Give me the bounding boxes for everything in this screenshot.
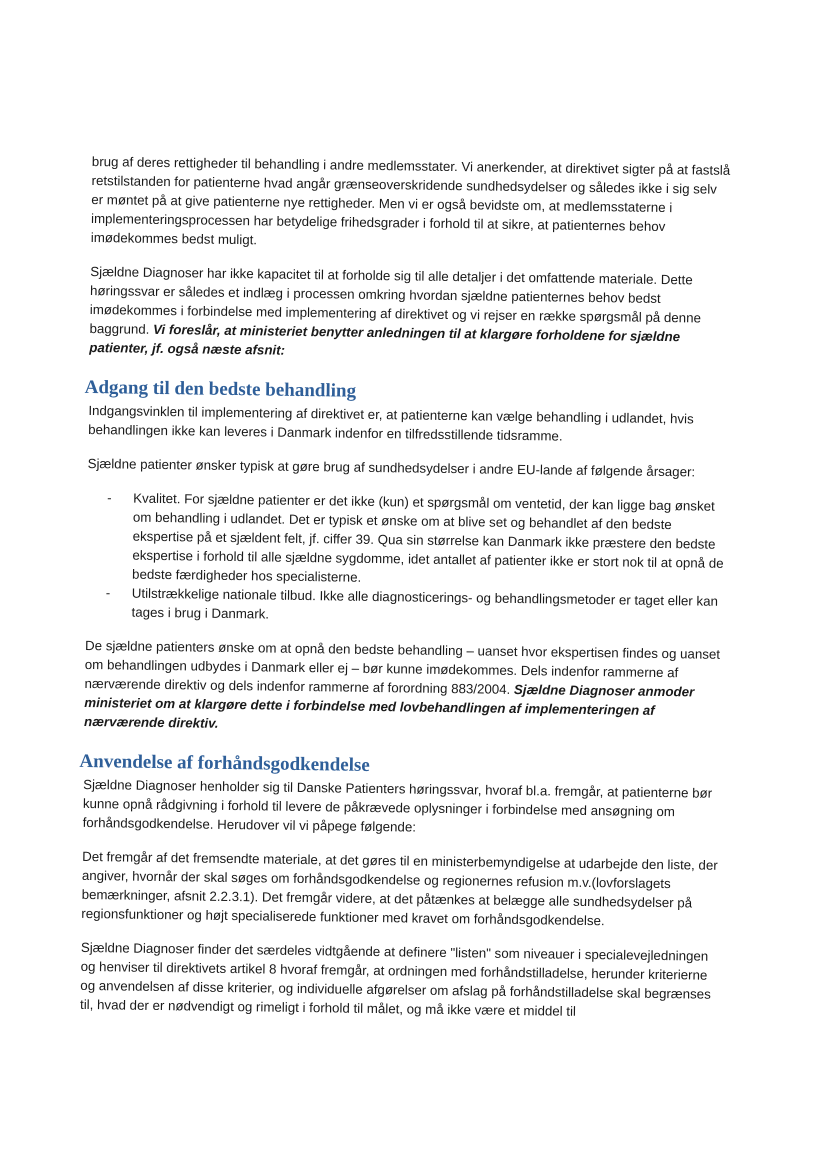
paragraph-material: Det fremgår af det fremsendte materiale, at det gøres til en ministerbemyndigelse at udarbejde den liste, der angiver, hvornår der skal søges om forhåndsgodkendelse og regionernes refusion m.v.(lovforslagets bemærkninger, afsnit 2.2.3.1). Det fremgår videre, at det påtænkes at belægge alle sundhedsydelser på regionsfunktioner og højt specialiserede funktioner med kravet om forhåndsgodkendelse.: [81, 848, 718, 929]
list-dash: -: [107, 490, 112, 506]
list-item-text: Kvalitet. For sjældne patienter er det ikke (kun) et spørgsmål om ventetid, der kan ligge bag ønsket om behandling i udlandet. Det er typisk et ønske om at blive set og behandlet af den bedste ekspertise på et sjældent felt, jf. ciffer 39. Qua sin størrelse kan Danmark ikke præstere den bedste ekspertise i forhold til alle sjældne sygdomme, idet antallet af patienter ikke er stort nok til at opnå de bedste færdigheder hos specialisterne.: [132, 490, 724, 585]
list-item-text: Utilstrækkelige nationale tilbud. Ikke alle diagnosticerings- og behandlingsmetoder er taget eller kan tages i brug i Danmark.: [131, 585, 719, 622]
paragraph-capacity-text: Sjældne Diagnoser har ikke kapacitet til at forholde sig til alle detaljer i det omfattende materiale. Dette høringssvar er således et indlæg i processen omkring hvordan sjældne patienternes behov bedst imødekommes i forbindelse med implementering af direktivet og vi rejser en række spørgsmål på denne baggrund.: [89, 263, 702, 337]
section-heading-prior-approval: Anvendelse af forhåndsgodkendelse: [79, 750, 370, 776]
reasons-list: [85, 488, 727, 630]
paragraph-intro: brug af deres rettigheder til behandling i andre medlemsstater. Vi anerkender, at direktivet sigter på at fastslå retstilstanden for patienterne hvad angår grænseoverskridende sundhedsydelser og således ikke i sig selv er møntet på at give patienterne nye rettigheder. Men vi er også bevidste om, at medlemsstaterne i implementeringsprocessen har betydelige frihedsgrader i forhold til at sikre, at patienternes behov imødekommes bedst muligt.: [90, 153, 731, 248]
document-body: [80, 152, 732, 1038]
proposal-emphasis: Vi foreslår, at ministeriet benytter anledningen til at klargøre forholdene for sjældne patienter, jf. også næste afsnit:: [89, 321, 681, 358]
paragraph-approach: Indgangsvinklen til implementering af direktivet er, at patienterne kan vælge behandling i udlandet, hvis behandlingen ikke kan leveres i Danmark indenfor en tilfredsstillende tidsramme.: [88, 402, 694, 444]
list-dash: -: [105, 585, 111, 601]
list-item: [86, 488, 727, 592]
paragraph-list-definition: Sjældne Diagnoser finder det særdeles vidtgående at definere "listen" som niveauer i specialevejledningen og henviser til direktivets artikel 8 hvoraf fremgår, at ordningen med forhåndstilladelse, herunder kriterierne og anvendelsen af disse kriterier, og individuelle afgørelser om afslag på forhåndstilladelse skal begrænses til, hvad der er nødvendigt og rimeligt i forhold til målet, og må ikke være et middel til: [79, 939, 711, 1019]
paragraph-wish-text: De sjældne patienters ønske om at opnå den bedste behandling – uanset hvor ekspertisen findes og uanset om behandlingen udbydes i Danmark eller ej – bør kunne imødekommes. Dels indenfor rammerne af nærværende direktiv og dels indenfor rammerne af forordning 883/2004.: [84, 637, 721, 697]
list-item: [85, 583, 725, 630]
section-heading-best-treatment: Adgang til den bedste behandling: [84, 376, 357, 402]
paragraph-reasons: Sjældne patienter ønsker typisk at gøre brug af sundhedsydelser i andre EU-lande af følgende årsager:: [87, 455, 696, 480]
request-emphasis: Sjældne Diagnoser anmoder ministeriet om at klargøre dette i forbindelse med lovbehandlingen af implementeringen af nærværende direktiv.: [83, 681, 695, 731]
paragraph-wish: [84, 636, 725, 740]
paragraph-consultation: Sjældne Diagnoser henholder sig til Danske Patienters høringssvar, hvoraf bl.a. fremgår, at patienterne bør kunne opnå rådgivning i forhold til levere de påkrævede oplysninger i forbindelse med ansøgning om forhåndsgodkendelse. Herudover vil vi påpege følgende:: [82, 776, 713, 835]
paragraph-capacity: [89, 262, 730, 366]
